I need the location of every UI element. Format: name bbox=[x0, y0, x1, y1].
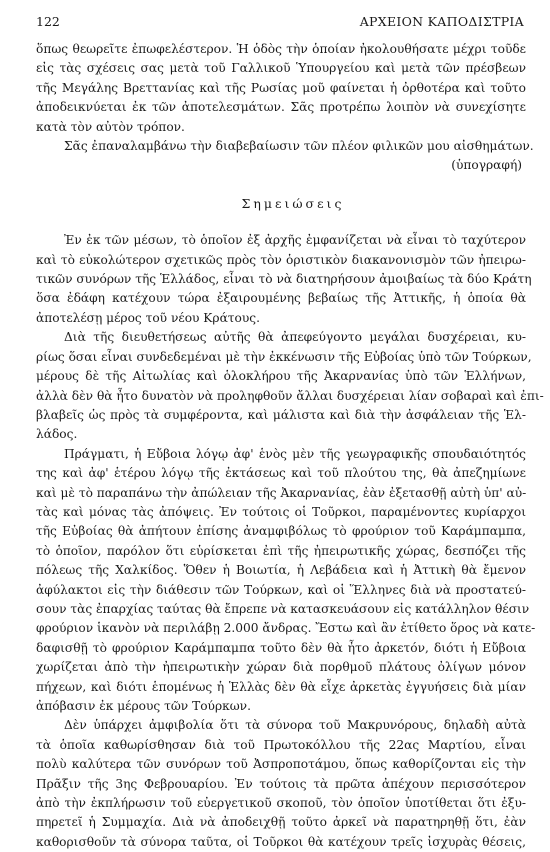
text-line: τῆς Μεγάλης Βρεττανίας καὶ τῆς Ρωσίας μοῦ φαίνεται ἡ ὀρθοτέρα καὶ τοῦτο bbox=[36, 80, 526, 95]
text-line: τῆς Εὐβοίας θὰ ἀπήτουν ἐπίσης ἀναμφιβόλως τὸ φρούριον τοῦ Καράμπαμπα, bbox=[36, 524, 526, 539]
note-paragraph bbox=[36, 445, 536, 717]
signature: (ὑπογραφή) bbox=[451, 158, 522, 173]
text-line: εἰς τὰς σχέσεις σας μετὰ τοῦ Γαλλικοῦ Ὑπουργείου καὶ μετὰ τῶν πρέσβεων bbox=[36, 61, 526, 76]
text-line: καθορισθοῦν τὰ σύνορα ταῦτα, οἱ Τοῦρκοι θὰ κατέχουν τρεῖς ἰσχυρὰς θέσεις, bbox=[36, 834, 526, 849]
text-line: πολὺ καλύτερα τῶν συνόρων τοῦ Ἀσπροποτάμου, ὅπως καθορίζονται εἰς τὴν bbox=[36, 757, 526, 772]
text-line: λάδος. bbox=[36, 427, 78, 442]
text-line: πόλεως τῆς Χαλκίδος. Ὅθεν ἡ Βοιωτία, ἡ Λεβάδεια καὶ ἡ Ἀττικὴ θὰ ἔμενον bbox=[36, 563, 526, 578]
text-line: σουν τὰς ἐπαρχίας ταύτας θὰ ἔπρεπε νὰ κατασκευάσουν εἰς κατάλληλον θέσιν bbox=[36, 601, 530, 616]
text-line: καὶ μὲ τὸ παραπάνω τὴν ἀπώλειαν τῆς Ἀκαρνανίας, ἐὰν ἐξετασθῇ αὐτὴ ὑπ' αὐ- bbox=[36, 485, 527, 500]
text-line: μέρους δὲ τῆς Αἰτωλίας καὶ ὁλοκλήρου τῆς Ἀκαρνανίας ὑπὸ τῶν Ἑλλήνων, bbox=[36, 369, 526, 384]
text-line: ὅπως θεωρεῖτε ἐπωφελέστερον. Ἡ ὁδὸς τὴν ὁποίαν ἠκολουθήσατε μέχρι τοῦδε bbox=[36, 42, 526, 56]
text-line: της καὶ ἀφ' ἑτέρου λόγῳ τῆς ἐκτάσεως καὶ τοῦ πλούτου της, θὰ ἀπεζημίωνε bbox=[36, 466, 526, 481]
note-paragraph bbox=[36, 231, 532, 328]
text-line: βλαβεῖς ὡς πρὸς τὰ συμφέροντα, καὶ μάλιστα καὶ διὰ τὴν ἀσφάλειαν τῆς Ἑλ- bbox=[36, 407, 526, 422]
note-paragraph bbox=[36, 328, 544, 444]
note-paragraph bbox=[36, 716, 526, 852]
text-line: ἀλλὰ δὲν θὰ ἦτο δυνατὸν νὰ προληφθοῦν ἄλλαι δυσχέρειαι λίαν σοβαραὶ καὶ ἐπι- bbox=[36, 388, 544, 403]
text-line: χωρίζεται ἀπὸ τὴν ἠπειρωτικὴν χώραν διὰ πορθμοῦ πλάτους ὀλίγων μόνον bbox=[36, 660, 526, 675]
text-line: ἀφύλακτοι εἰς τὴν διάθεσιν τῶν Τούρκων, καὶ οἱ Ἕλληνες διὰ νὰ προστατεύ- bbox=[36, 582, 526, 597]
text-line: πήχεων, καὶ διότι ἑπομένως ἡ Ἑλλὰς δὲν θὰ εἶχε ἀρκετὰς ἐγγυήσεις διὰ μίαν bbox=[36, 679, 526, 694]
text-line: Διὰ τῆς διευθετήσεως αὐτῆς θὰ ἀπεφεύγοντο μεγάλαι δυσχέρειαι, κυ- bbox=[64, 330, 526, 345]
running-title: ΑΡΧΕΙΟΝ ΚΑΠΟΔΙΣΤΡΙΑ bbox=[359, 14, 524, 29]
text-line: δαφισθῇ τὸ φρούριον Καράμπαμπα τοῦτο δὲν θὰ ἦτο ἀρκετόν, διότι ἡ Εὔβοια bbox=[36, 640, 526, 655]
closing-salutation: Σᾶς ἐπαναλαμβάνω τὴν διαβεβαίωσιν τῶν πλέον φιλικῶν μου αἰσθημάτων. bbox=[64, 139, 534, 154]
text-line: ἀπὸ τὴν ἐκπλήρωσιν τοῦ εὐεργετικοῦ σκοποῦ, τὸν ὁποῖον ὑποτίθεται ὅτι ἐξυ- bbox=[36, 796, 526, 811]
text-line: κατὰ τὸν αὐτὸν τρόπον. bbox=[36, 119, 185, 134]
text-line: πηρετεῖ ἡ Συμμαχία. Διὰ νὰ ἀποδειχθῇ τοῦτο ἀρκεῖ νὰ παρατηρηθῇ ὅτι, ἐὰν bbox=[36, 815, 526, 830]
page-number: 122 bbox=[36, 14, 60, 29]
text-line: ἀπόβασιν ἐκ μέρους τῶν Τούρκων. bbox=[36, 699, 251, 713]
text-line: ὅσα ἐδάφη κατέχουν τώρα ἐξαιρουμένης βεβαίως τῆς Ἀττικῆς, ἡ ὁποία θὰ bbox=[36, 291, 526, 306]
text-line: ρίως ὅσαι εἶναι συνδεδεμέναι μὲ τὴν ἐκκένωσιν τῆς Εὐβοίας ὑπὸ τῶν Τούρκων, bbox=[36, 349, 532, 364]
text-line: τὰ ὁποῖα καθωρίσθησαν διὰ τοῦ Πρωτοκόλλου τῆς 22ας Μαρτίου, εἶναι bbox=[36, 737, 526, 752]
text-line: Πρᾶξιν τῆς 3ης Φεβρουαρίου. Ἐν τούτοις τὰ πρῶτα ἀπέχουν περισσότερον bbox=[36, 776, 526, 791]
text-line: Δὲν ὑπάρχει ἀμφιβολία ὅτι τὰ σύνορα τοῦ Μακρυνόρους, δηλαδὴ αὐτὰ bbox=[64, 718, 526, 733]
text-line: Πράγματι, ἡ Εὔβοια λόγῳ ἀφ' ἑνὸς μὲν τῆς γεωγραφικῆς σπουδαιότητός bbox=[64, 446, 526, 461]
text-line: ἀποτελέσῃ μέρος τοῦ νέου Κράτους. bbox=[36, 310, 260, 325]
text-line: τὸ ὁποῖον, παρόλον ὅτι εὑρίσκεται ἐπὶ τῆς ἠπειρωτικῆς χώρας, δεσπόζει τῆς bbox=[36, 543, 526, 558]
text-line: φρούριον ἱκανὸν νὰ περιλάβῃ 2.000 ἄνδρας. Ἔστω καὶ ἂν ἐτίθετο ὅρος νὰ κατε- bbox=[36, 621, 536, 636]
text-line: Ἐν ἐκ τῶν μέσων, τὸ ὁποῖον ἐξ ἀρχῆς ἐμφανίζεται νὰ εἶναι τὸ ταχύτερον bbox=[64, 233, 526, 248]
page-body bbox=[36, 40, 544, 852]
letter-closing-paragraph bbox=[36, 40, 526, 137]
text-line: τικῶν συνόρων τῆς Ἑλλάδος, εἶναι τὸ νὰ διατηρήσουν ἀμοιβαίως τὰ δύο Κράτη bbox=[36, 272, 532, 287]
text-line: καὶ τὸ εὐκολώτερον σχετικῶς πρὸς τὸν ὁριστικὸν διακανονισμὸν τῶν ἠπειρω- bbox=[36, 252, 526, 267]
page-header bbox=[36, 14, 524, 32]
text-line: τὰς καὶ μόνας τὰς ἀπόψεις. Ἐν τούτοις οἱ Τοῦρκοι, παραμένοντες κυρίαρχοι bbox=[36, 504, 526, 519]
text-line: ἀποδεικνύεται ἐκ τῶν ἀποτελεσμάτων. Σᾶς προτρέπω λοιπὸν νὰ συνεχίσητε bbox=[36, 100, 526, 115]
notes-heading: Σημειώσεις bbox=[241, 195, 345, 211]
